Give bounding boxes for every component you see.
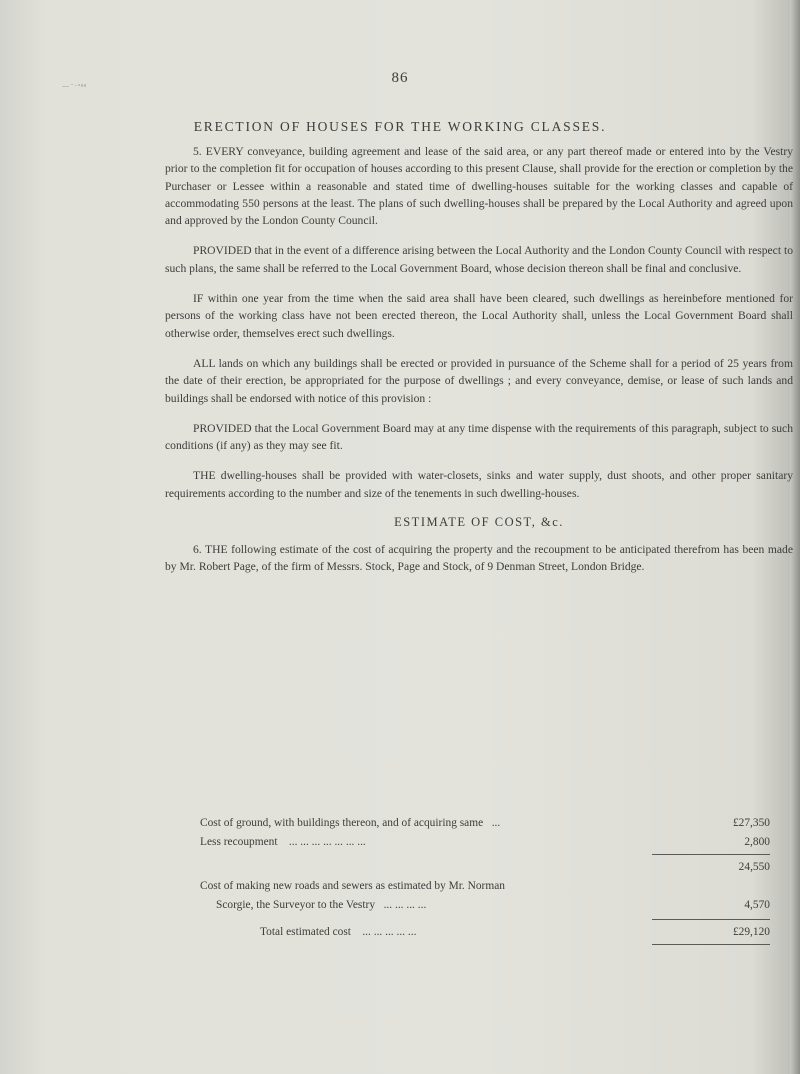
paragraph-clause-5: 5. EVERY conveyance, building agreement and lease of the said area, or any part thereof made or entered into by the Vestry prior to the completion fit for occupation of houses according to this present Clause, shall provide for the erection or completion by the Purchaser or Lessee within a reasonable and stated time of dwelling-houses suitable for the working classes and capable of accommodating 550 persons at the least. The plans of such dwelling-houses shall be prepared by the Local Authority and agreed upon and approved by the London County Council. — [165, 145, 793, 228]
leader-dots: ... ... ... ... ... — [362, 926, 417, 938]
stray-mark: —⁻·ᵃᵍᵍ — [62, 82, 88, 90]
paragraph-all-lands: ALL lands on which any buildings shall be erected or provided in pursuance of the Scheme shall for a period of 25 years from the date of their erection, be appropriated for the purpose of dwellings ; and every conveyance, demise, or lease of such lands and buildings shall be endorsed with notice of this provision : — [165, 356, 793, 405]
estimate-heading: ESTIMATE OF COST, &c. — [394, 515, 564, 530]
estimate-amount-total: £29,120 — [732, 926, 770, 938]
rule-row — [200, 942, 770, 948]
final-rule — [652, 944, 770, 945]
estimate-amount-subtotal: 24,550 — [738, 861, 770, 873]
estimate-row-total — [200, 923, 770, 942]
leader-dots: ... — [491, 817, 501, 829]
page-number: 86 — [391, 70, 409, 86]
estimate-label-roads-2: Scorgie, the Surveyor to the Vestry — [216, 899, 376, 911]
leader-dots: ... ... ... ... ... ... ... — [288, 836, 366, 848]
estimate-amount-roads: 4,570 — [744, 899, 770, 911]
paragraph-proviso-plans: PROVIDED that in the event of a difference arising between the Local Authority and the London County Council with respect to such plans, the same shall be referred to the Local Government Board, whose decision thereon shall be final and conclusive. — [165, 244, 793, 275]
estimate-row-subtotal — [200, 858, 770, 877]
paragraph-proviso-dispense: PROVIDED that the Local Government Board may at any time dispense with the requirements of this paragraph, subject to such conditions (if any) as they may see fit. — [165, 421, 793, 453]
estimate-label-roads-1: Cost of making new roads and sewers as estimated by Mr. Norman — [200, 880, 505, 892]
estimate-row-roads — [200, 877, 770, 917]
subtotal-rule — [652, 854, 770, 855]
estimate-label-total: Total estimated cost — [260, 926, 351, 938]
running-head: ERECTION OF HOUSES FOR THE WORKING CLASSES. — [193, 119, 607, 134]
estimate-table — [200, 814, 770, 948]
paragraph-one-year: IF within one year from the time when the said area shall have been cleared, such dwellings as hereinbefore mentioned for persons of the working class have not been erected thereon, the Local Authority shall, unless the Local Government Board shall otherwise order, themselves erect such dwellings. — [165, 292, 793, 340]
body-text — [165, 143, 793, 589]
estimate-label-ground: Cost of ground, with buildings thereon, and of acquiring same — [200, 817, 484, 829]
total-rule — [652, 919, 770, 920]
paragraph-estimate-intro: 6. THE following estimate of the cost of acquiring the property and the recoupment to be anticipated therefrom has been made by Mr. Robert Page, of the firm of Messrs. Stock, Page and Stock, of 9 Denman Street, London Bridge. — [165, 543, 793, 574]
paragraph-sanitary: THE dwelling-houses shall be provided with water-closets, sinks and water supply, dust shoots, and other proper sanitary requirements according to the number and size of the tenements in such dwelling-houses. — [165, 469, 793, 500]
estimate-amount-ground: £27,350 — [732, 817, 770, 829]
estimate-row-recoupment — [200, 833, 770, 852]
estimate-row-ground — [200, 814, 770, 833]
estimate-amount-recoupment: 2,800 — [744, 836, 770, 848]
estimate-label-recoupment: Less recoupment — [200, 836, 278, 848]
leader-dots: ... ... ... ... — [383, 899, 427, 911]
